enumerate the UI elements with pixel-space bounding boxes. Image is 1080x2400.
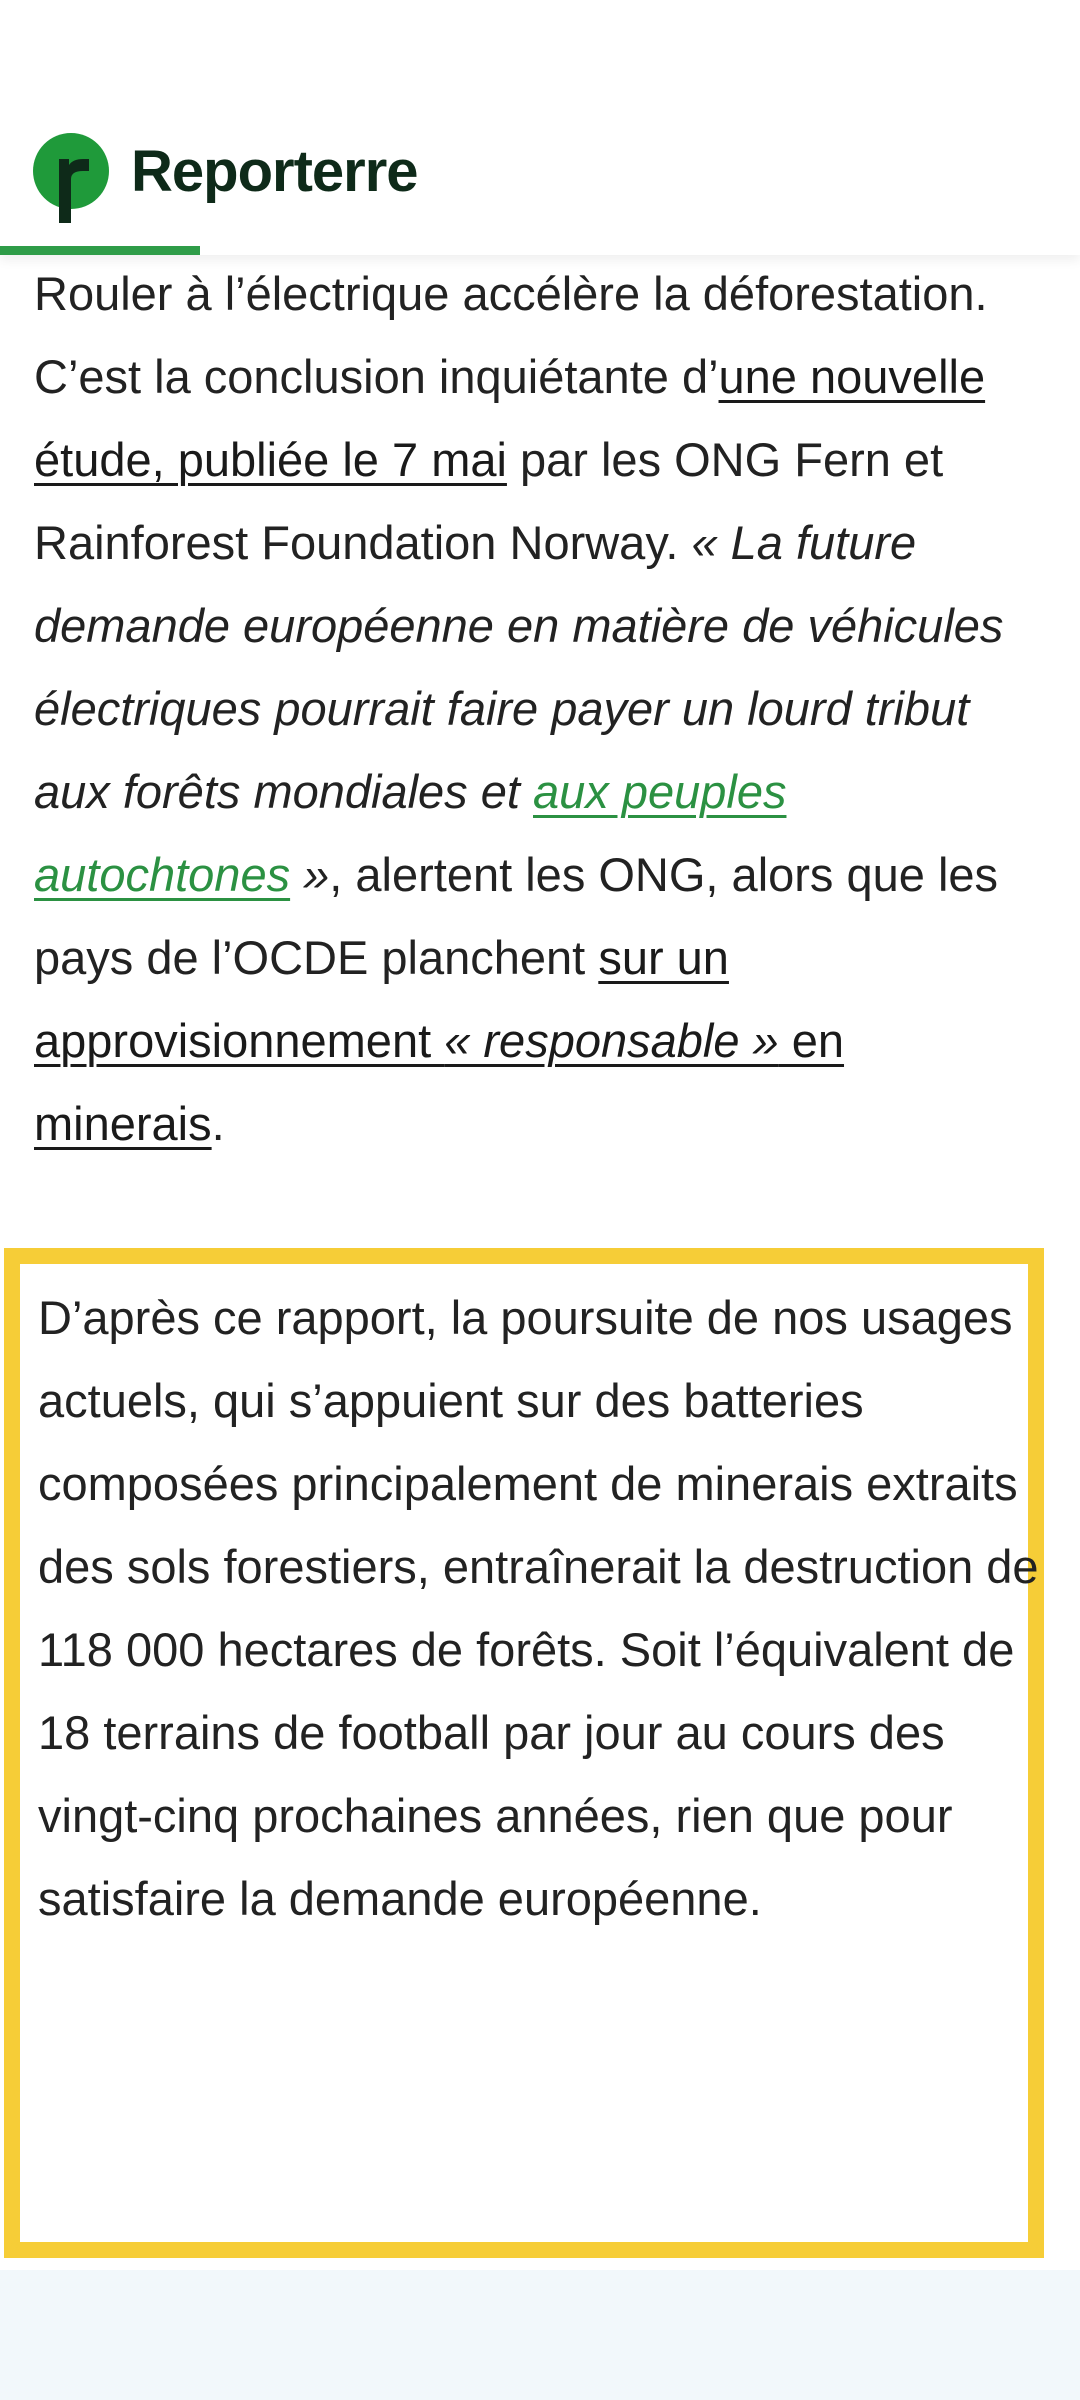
paragraph-text: Rouler à l’électrique accélère la déforestation. C’est la conclusion inquiétante d’ xyxy=(34,267,988,403)
page-footer-band xyxy=(0,2270,1080,2400)
responsible-sourcing-link[interactable]: sur un approvisionnement « responsable » en minerais xyxy=(34,931,845,1150)
quote-text: « La future demande européenne en matière de véhicules électriques pourrait faire payer un lourd tribut aux forêts mondiales et aux peuples autochtones » xyxy=(34,516,1004,901)
highlighted-text: D’après ce rapport, la poursuite de nos usages actuels, qui s’appuient sur des batteries composées principalement de minerais extraits des sols forestiers, entraînerait la destruction de 118 000 hectares de forêts. Soit l’équivalent de 18 terrains de football par jour au cours des vingt-cinq prochaines années, rien que pour satisfaire la demande européenne. xyxy=(38,1291,1039,1925)
paragraph-text: par les ONG Fern et Rainforest Foundation Norway. xyxy=(34,433,944,569)
reporterre-logo-icon xyxy=(33,133,109,209)
study-link[interactable]: une nouvelle étude, publiée le 7 mai xyxy=(34,350,986,486)
indigenous-peoples-link[interactable]: aux peuples autochtones xyxy=(34,765,787,901)
article-body xyxy=(34,252,1044,1165)
site-header xyxy=(0,0,1080,255)
reading-progress-fill xyxy=(0,246,200,255)
reading-progress-bar xyxy=(0,246,1080,255)
paragraph-text: , alertent les ONG, alors que les pays de l’OCDE planchent xyxy=(34,848,999,984)
highlighted-passage xyxy=(4,1248,1044,2258)
brand-name: Reporterre xyxy=(131,138,418,204)
article-paragraph: Rouler à l’électrique accélère la déforestation. C’est la conclusion inquiétante d’une nouvelle étude, publiée le 7 mai par les ONG Fern et Rainforest Foundation Norway. « La future demande européenne en matière de véhicules électriques pourrait faire payer un lourd tribut aux forêts mondiales et aux peuples autochtones », alertent les ONG, alors que les pays de l’OCDE planchent sur un approvisionnement « responsable » en minerais. xyxy=(34,267,1004,1150)
site-logo[interactable] xyxy=(33,133,418,209)
